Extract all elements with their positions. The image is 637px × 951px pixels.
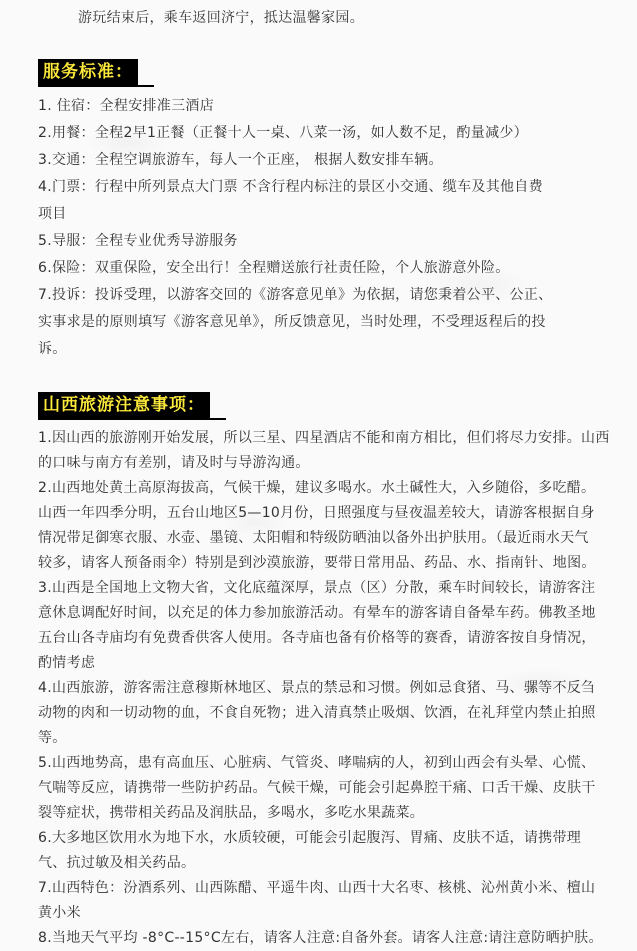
service-heading: 服务标准： <box>38 59 138 85</box>
notes-line: 裂等症状，携带相关药品及润肤品，多喝水，多吃水果蔬菜。 <box>38 805 425 821</box>
service-heading-underline <box>38 85 154 87</box>
notes-line: 气、抗过敏及相关药品。 <box>38 855 196 871</box>
notes-line: 意休息调配好时间，以充足的体力参加旅游活动。有晕车的游客请自备晕车药。佛教圣地 <box>38 605 596 621</box>
notes-line: 4.山西旅游，游客需注意穆斯林地区、景点的禁忌和习惯。例如忌食猪、马、骡等不反刍 <box>38 680 596 696</box>
service-line: 7.投诉：投诉受理，以游客交回的《游客意见单》为依据，请您秉着公平、公正、 <box>38 287 553 303</box>
service-line: 项目 <box>38 206 67 222</box>
notes-line: 1.因山西的旅游刚开始发展，所以三星、四星酒店不能和南方相比，但们将尽力安排。山西 <box>38 430 610 446</box>
notes-line: 黄小米 <box>38 905 81 921</box>
notes-line: 较多，请客人预备雨伞）特别是到沙漠旅游，要带日常用品、药品、水、指南针、地图。 <box>38 555 596 571</box>
notes-line: 等。 <box>38 730 67 746</box>
notes-line: 情况带足御寒衣服、水壶、墨镜、太阳帽和特级防晒油以备外出护肤用。（最近雨水天气 <box>38 530 589 546</box>
notes-line: 5.山西地势高，患有高血压、心脏病、气管炎、哮喘病的人，初到山西会有头晕、心慌、 <box>38 755 596 771</box>
notes-line: 酌情考虑 <box>38 655 96 671</box>
notes-heading-underline <box>38 418 226 420</box>
service-line: 诉。 <box>38 341 67 357</box>
notes-line: 7.山西特色：汾酒系列、山西陈醋、平遥牛肉、山西十大名枣、核桃、沁州黄小米、檀山 <box>38 880 596 896</box>
service-line: 1. 住宿：全程安排准三酒店 <box>38 98 215 114</box>
notes-line: 的口味与南方有差别，请及时与导游沟通。 <box>38 455 310 471</box>
notes-heading: 山西旅游注意事项： <box>38 392 210 418</box>
service-line: 实事求是的原则填写《游客意见单》，所反馈意见，当时处理，不受理返程后的投 <box>38 314 546 330</box>
notes-line: 8.当地天气平均 -8°C--15°C左右，请客人注意:自备外套。请客人注意:请注意防晒护肤。 <box>38 930 603 946</box>
intro-line: 游玩结束后，乘车返回济宁，抵达温馨家园。 <box>78 10 364 26</box>
service-line: 3.交通：全程空调旅游车，每人一个正座， 根据人数安排车辆。 <box>38 152 443 168</box>
notes-line: 气喘等反应，请携带一些防护药品。气候干燥，可能会引起鼻腔干痛、口舌干燥、皮肤干 <box>38 780 596 796</box>
notes-line: 五台山各寺庙均有免费香供客人使用。各寺庙也备有价格等的赛香，请游客按自身情况， <box>38 630 596 646</box>
service-line: 2.用餐：全程2早1正餐（正餐十人一桌、八菜一汤，如人数不足，酌量减少） <box>38 125 528 141</box>
service-line: 4.门票：行程中所列景点大门票 不含行程内标注的景区小交通、缆车及其他自费 <box>38 179 543 195</box>
notes-line: 3.山西是全国地上文物大省，文化底蕴深厚，景点（区）分散，乘车时间较长，请游客注 <box>38 580 596 596</box>
notes-line: 6.大多地区饮用水为地下水，水质较硬，可能会引起腹泻、胃痛、皮肤不适，请携带理 <box>38 830 582 846</box>
notes-line: 山西一年四季分明，五台山地区5—10月份，日照强度与昼夜温差较大，请游客根据自身 <box>38 505 595 521</box>
service-line: 6.保险：双重保险，安全出行！全程赠送旅行社责任险，个人旅游意外险。 <box>38 260 510 276</box>
notes-line: 动物的肉和一切动物的血，不食自死物；进入清真禁止吸烟、饮酒，在礼拜堂内禁止拍照 <box>38 705 596 721</box>
service-line: 5.导服：全程专业优秀导游服务 <box>38 233 238 249</box>
notes-line: 2.山西地处黄土高原海拔高，气候干燥，建议多喝水。水土碱性大，入乡随俗，多吃醋。 <box>38 480 596 496</box>
